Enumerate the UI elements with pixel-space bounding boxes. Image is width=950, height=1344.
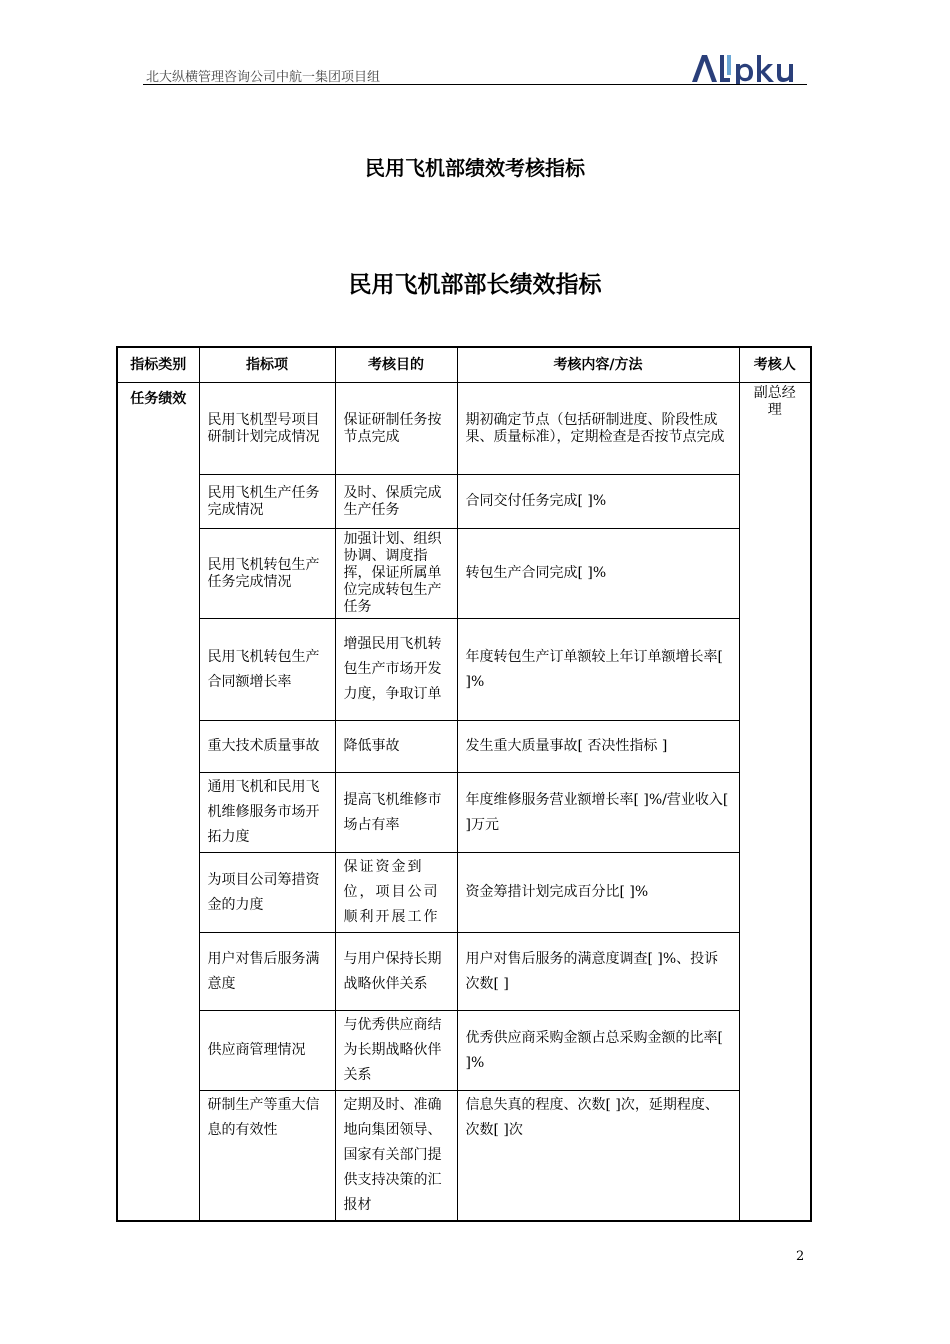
row-item: 通用飞机和民用飞机维修服务市场开拓力度 bbox=[199, 773, 335, 853]
row-item: 民用飞机生产任务完成情况 bbox=[199, 475, 335, 529]
row-purpose: 定期及时、准确地向集团领导、国家有关部门提供支持决策的汇报材 bbox=[335, 1091, 457, 1222]
header-divider bbox=[143, 84, 807, 85]
row-purpose: 与优秀供应商结为长期战略伙伴关系 bbox=[335, 1011, 457, 1091]
row-item: 民用飞机转包生产合同额增长率 bbox=[199, 619, 335, 721]
header-reviewer: 考核人 bbox=[739, 347, 811, 383]
category-cell: 任务绩效 bbox=[117, 383, 199, 1222]
row-method: 用户对售后服务的满意度调查[ ]%、投诉次数[ ] bbox=[457, 933, 739, 1011]
header-category: 指标类别 bbox=[117, 347, 199, 383]
table-row bbox=[117, 383, 811, 475]
table-row bbox=[117, 475, 811, 529]
row-method: 合同交付任务完成[ ]% bbox=[457, 475, 739, 529]
document-subtitle: 民用飞机部部长绩效指标 bbox=[348, 272, 602, 298]
header-item: 指标项 bbox=[199, 347, 335, 383]
table-row bbox=[117, 1011, 811, 1091]
row-method: 年度转包生产订单额较上年订单额增长率[ ]% bbox=[457, 619, 739, 721]
table-row bbox=[117, 773, 811, 853]
row-method: 发生重大质量事故[ 否决性指标 ] bbox=[457, 721, 739, 773]
row-item: 为项目公司筹措资金的力度 bbox=[199, 853, 335, 933]
header-company: 北大纵横管理咨询公司中航一集团项目组 bbox=[146, 70, 381, 85]
row-item: 民用飞机型号项目研制计划完成情况 bbox=[199, 383, 335, 475]
row-item: 民用飞机转包生产任务完成情况 bbox=[199, 529, 335, 619]
table-row bbox=[117, 1091, 811, 1222]
row-item: 研制生产等重大信息的有效性 bbox=[199, 1091, 335, 1222]
document-title: 民用飞机部绩效考核指标 bbox=[365, 156, 585, 180]
row-purpose: 及时、保质完成生产任务 bbox=[335, 475, 457, 529]
table-header-row bbox=[117, 347, 811, 383]
row-method: 年度维修服务营业额增长率[ ]%/营业收入[ ]万元 bbox=[457, 773, 739, 853]
table-row bbox=[117, 529, 811, 619]
row-purpose: 增强民用飞机转包生产市场开发力度，争取订单 bbox=[335, 619, 457, 721]
header-method: 考核内容/方法 bbox=[457, 347, 739, 383]
row-purpose: 提高飞机维修市场占有率 bbox=[335, 773, 457, 853]
row-method: 期初确定节点（包括研制进度、阶段性成果、质量标准），定期检查是否按节点完成 bbox=[457, 383, 739, 475]
header-purpose: 考核目的 bbox=[335, 347, 457, 383]
row-method: 资金筹措计划完成百分比[ ]% bbox=[457, 853, 739, 933]
row-purpose: 加强计划、组织协调、调度指挥，保证所属单位完成转包生产任务 bbox=[335, 529, 457, 619]
row-item: 用户对售后服务满意度 bbox=[199, 933, 335, 1011]
table-row bbox=[117, 619, 811, 721]
row-purpose: 保证资金到位，项目公司顺利开展工作 bbox=[335, 853, 457, 933]
reviewer-cell: 副总经理 bbox=[739, 383, 811, 1222]
row-method: 优秀供应商采购金额占总采购金额的比率[ ]% bbox=[457, 1011, 739, 1091]
table-row bbox=[117, 721, 811, 773]
kpi-table bbox=[116, 346, 812, 1222]
company-logo bbox=[690, 52, 806, 84]
row-purpose: 降低事故 bbox=[335, 721, 457, 773]
row-item: 重大技术质量事故 bbox=[199, 721, 335, 773]
row-purpose: 与用户保持长期战略伙伴关系 bbox=[335, 933, 457, 1011]
table-row bbox=[117, 853, 811, 933]
row-purpose: 保证研制任务按节点完成 bbox=[335, 383, 457, 475]
row-item: 供应商管理情况 bbox=[199, 1011, 335, 1091]
page-number: 2 bbox=[796, 1249, 805, 1264]
table-row bbox=[117, 933, 811, 1011]
row-method: 信息失真的程度、次数[ ]次，延期程度、次数[ ]次 bbox=[457, 1091, 739, 1222]
row-method: 转包生产合同完成[ ]% bbox=[457, 529, 739, 619]
